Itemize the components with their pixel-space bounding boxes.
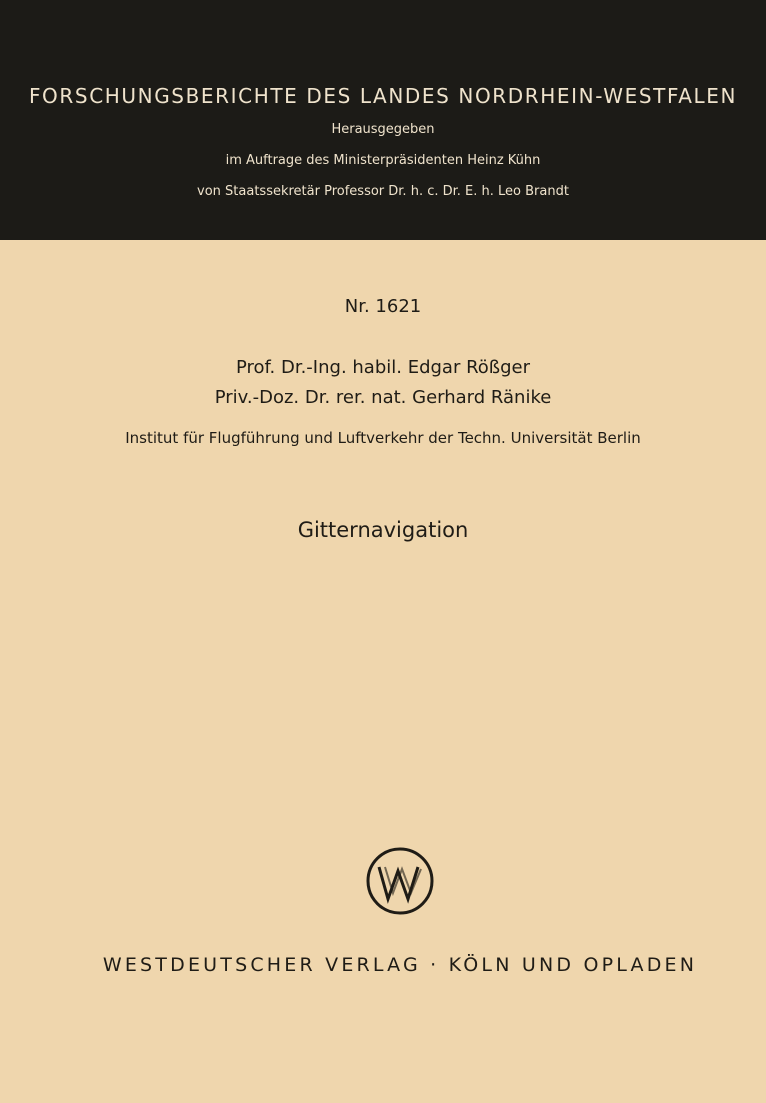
editor-line-1: Herausgegeben (331, 122, 435, 137)
publisher-line: WESTDEUTSCHER VERLAG · KÖLN UND OPLADEN (102, 954, 698, 976)
institute: Institut für Flugführung und Luftverkehr der Techn. Universität Berlin (125, 429, 641, 447)
editor-line-3: von Staatssekretär Professor Dr. h. c. Dr. E. h. Leo Brandt (197, 184, 569, 199)
report-number: Nr. 1621 (344, 296, 422, 317)
editor-line-2: im Auftrage des Ministerpräsidenten Heinz Kühn (225, 153, 541, 168)
series-header-band (0, 0, 766, 240)
publisher-logo-icon (366, 847, 434, 915)
author-2: Priv.-Doz. Dr. rer. nat. Gerhard Ränike (214, 387, 552, 408)
author-1: Prof. Dr.-Ing. habil. Edgar Rößger (235, 357, 531, 378)
book-title: Gitternavigation (297, 518, 469, 542)
series-title: FORSCHUNGSBERICHTE DES LANDES NORDRHEIN-WESTFALEN (28, 84, 738, 108)
